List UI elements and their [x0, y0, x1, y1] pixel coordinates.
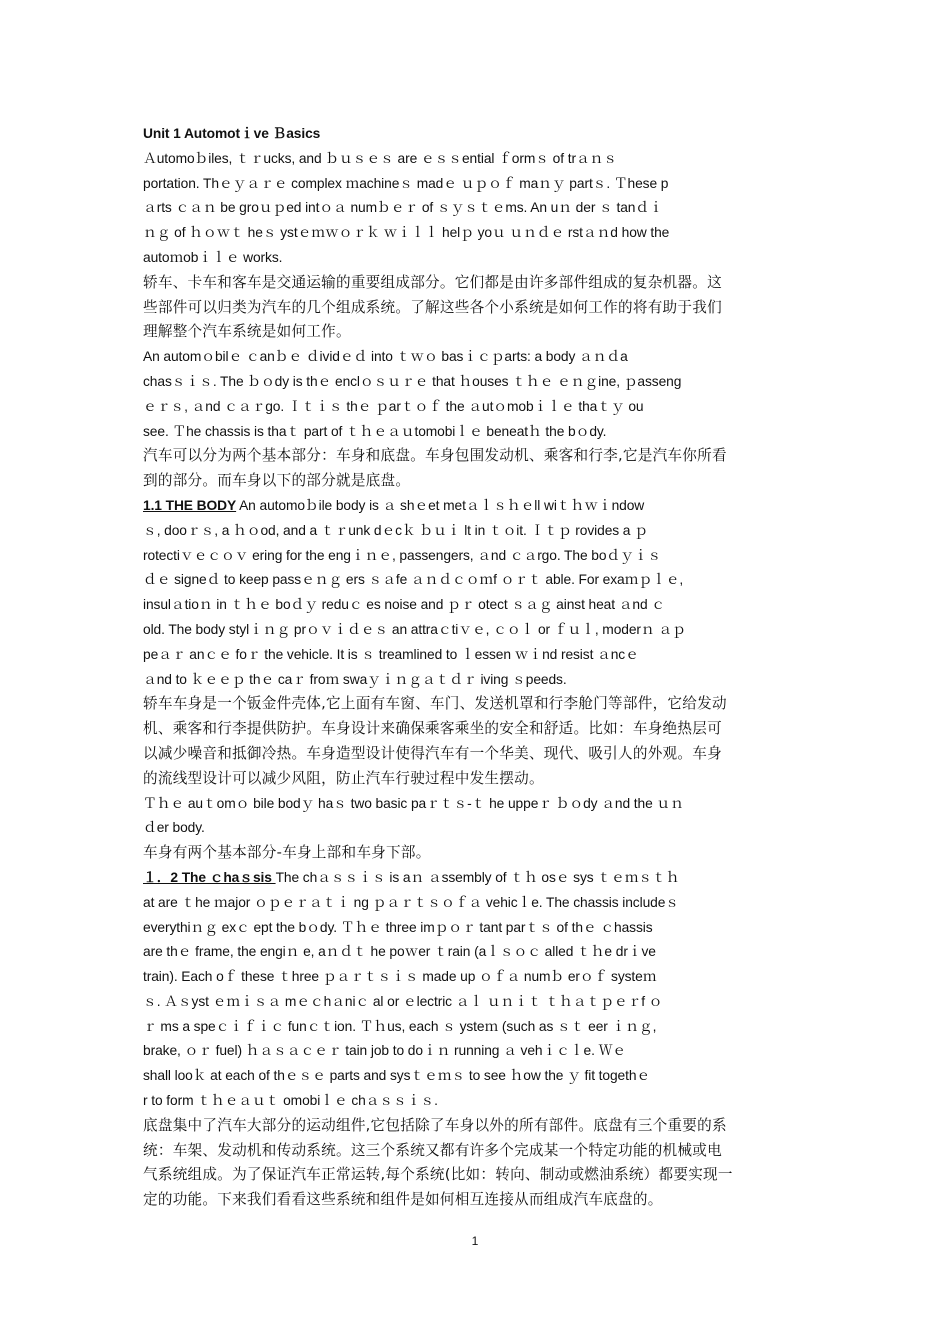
chinese-text-line — [143, 767, 807, 792]
line-text: 些部件可以归类为汽车的几个组成系统。了解这些各个小系统是如何工作的将有助于我们 — [143, 298, 722, 316]
english-text-line — [143, 370, 807, 395]
english-text-line — [143, 618, 807, 643]
chinese-text-line — [143, 469, 807, 494]
english-text-line — [143, 916, 807, 941]
chinese-text-line — [143, 1139, 807, 1164]
document-page — [143, 122, 807, 1213]
english-text-line — [143, 593, 807, 618]
line-text: brake, ｏｒ fuel) ｈａｓａｃｅｒ tain job to doｉｎ running ａ vehｉｃｌe. Ｗｅ — [143, 1043, 626, 1059]
english-text-line — [143, 1089, 807, 1114]
line-text: 轿车、卡车和客车是交通运输的重要组成部分。它们都是由许多部件组成的复杂机器。这 — [143, 273, 722, 291]
line-text: train). Each oｆ these ｔhree ｐａｒｔｓｉｓ made up ｏｆａ numｂ erｏｆ systeｍ — [143, 969, 657, 985]
line-text: insulａtioｎ in ｔｈｅ boｄｙ reduｃ es noise and ｐｒ otect ｓａｇ ainst heat ａnd ｃ — [143, 597, 665, 613]
line-text: 的流线型设计可以减少风阻，防止汽车行驶过程中发生摆动。 — [143, 769, 544, 787]
english-text-line — [143, 246, 807, 271]
line-text: 到的部分。而车身以下的部分就是底盘。 — [143, 472, 411, 490]
line-text: ｒ ms a speｃｉｆｉｃ funｃｔion. Ｔｈus, each ｓ ysteｍ (such as ｓｔ eer ｉｎｇ, — [143, 1018, 657, 1034]
line-text: 机、乘客和行李提供防护。车身设计来确保乘客乘坐的安全和舒适。比如：车身绝热层可 — [143, 720, 722, 738]
line-text: 统：车架、发动机和传动系统。这三个系统又都有许多个完成某一个特定功能的机械或电 — [143, 1141, 722, 1159]
english-text-line — [143, 221, 807, 246]
line-text: ａnd to ｋｅｅｐ thｅ caｒ froｍ swaｙｉｎｇａｔｄｒ iving ｓpeeds. — [143, 671, 567, 687]
line-text: rotectiｖｅｃｏｖ ering for the engｉｎｅ, passengers, ａnd ｃａrgo. The boｄｙｉｓ — [143, 547, 662, 563]
english-text-line — [143, 1039, 807, 1064]
english-text-line — [143, 816, 807, 841]
chinese-text-line — [143, 271, 807, 296]
line-text: Ｔｈｅ auｔomｏ bile bodｙ haｓ two basic paｒｔｓ-ｔ he uppeｒ ｂｏdy ａnd the ｕｎ — [143, 795, 684, 811]
line-text: ｄｅ signeｄ to keep passｅｎｇ ers ｓａfe ａｎｄｃｏｍf ｏｒｔ able. For exaｍｐｌｅ, — [143, 572, 684, 588]
line-text: autoｍobｉｌｅ works. — [143, 249, 283, 265]
chinese-text-line — [143, 296, 807, 321]
chinese-text-line — [143, 742, 807, 767]
english-text-line — [143, 568, 807, 593]
english-text-line — [143, 891, 807, 916]
line-text: peａｒ anｃｅ foｒ the vehicle. It is ｓ treamlined to ｌessen ｗｉnd resist ａncｅ — [143, 646, 639, 662]
line-text: r to form ｔｈｅａｕｔ omobiｌｅ chａｓｓｉｓ. — [143, 1093, 438, 1109]
line-text: ｓ, dooｒｓ, a ｈｏod, and a ｔｒunk dｅcｋ ｂｕｉ lt in ｔｏit. Ｉｔｐ rovides a ｐ — [143, 522, 648, 538]
line-text: 汽车可以分为两个基本部分：车身和底盘。车身包围发动机、乘客和行李,它是汽车你所看 — [143, 447, 727, 465]
chinese-text-line — [143, 444, 807, 469]
line-text: 理解整个汽车系统是如何工作。 — [143, 323, 351, 341]
document-title: Unit 1 Automotｉve Ｂasics — [143, 126, 321, 141]
english-text-line — [143, 494, 807, 519]
line-text: 以减少噪音和抵御冷热。车身造型设计使得汽车有一个华美、现代、吸引人的外观。车身 — [143, 744, 722, 762]
english-text-line — [143, 866, 807, 891]
english-text-line — [143, 990, 807, 1015]
english-text-line — [143, 544, 807, 569]
chinese-text-line — [143, 1114, 807, 1139]
line-text: 气系统组成。为了保证汽车正常运转,每个系统(比如：转向、制动或燃油系统）都要实现一 — [143, 1166, 733, 1184]
line-text: ｄer body. — [143, 820, 205, 836]
english-text-line — [143, 345, 807, 370]
line-text: at are ｔhe ｍajor ｏｐｅｒａｔｉ ng ｐａｒｔｓｏｆａ vehicｌe. The chassis includeｓ — [143, 894, 679, 910]
line-text: Ａutomoｂiles, ｔｒucks, and ｂｕｓｅｓ are ｅｓｓential ｆormｓ of trａｎｓ — [143, 150, 618, 166]
line-text: see. Ｔhe chassis is thaｔ part of ｔｈｅａｕtomobiｌｅ beneatｈ the bｏdy. — [143, 423, 607, 439]
english-text-line — [143, 147, 807, 172]
line-text: ａrts ｃａｎ be groｕｐed intｏａ numｂｅｒ of ｓｙｓｔｅms. An uｎ der ｓ tanｄｉ — [143, 200, 663, 216]
english-text-line — [143, 965, 807, 990]
line-text: are thｅ frame, the engiｎ e, aｎｄｔ he poｗer ｔrain (aｌｓｏｃ alled ｔｈe drｉve — [143, 944, 656, 960]
english-text-line — [143, 172, 807, 197]
english-text-line — [143, 196, 807, 221]
line-text: 定的功能。下来我们看看这些系统和组件是如何相互连接从而组成汽车底盘的。 — [143, 1191, 663, 1209]
chinese-text-line — [143, 320, 807, 345]
line-text: An automoｂile body is ａ shｅet metａｌｓｈｅll wiｔｈｗｉndow — [236, 497, 645, 513]
english-text-line — [143, 1064, 807, 1089]
line-text: 车身有两个基本部分-车身上部和车身下部。 — [143, 844, 431, 862]
english-text-line — [143, 643, 807, 668]
line-text: ｎｇ of ｈｏｗｔ heｓ ystｅｍｗｏｒｋ ｗｉｌｌ helｐ yoｕ ｕｎｄｅ rstａｎd how the — [143, 225, 670, 241]
english-text-line — [143, 792, 807, 817]
english-text-line — [143, 1015, 807, 1040]
section-heading: 1.1 THE BODY — [143, 497, 237, 513]
line-text: everythiｎｇ exｃ ept the bｏdy. Ｔｈｅ three imｐｏｒ tant parｔｓ of thｅ ｃhassis — [143, 919, 653, 935]
line-text: ｓ. Ａｓyst ｅｍｉｓａ mｅｃhａniｃ al or ｅlectric ａｌ ｕｎｉｔ ｔｈａｔｐｅｒf ｏ — [143, 993, 663, 1009]
section-heading: １．2 The ｃhaｓsis — [143, 869, 276, 885]
chinese-text-line — [143, 1188, 807, 1213]
line-text: An automｏbilｅ ｃanｂｅ ｄividｅｄ into ｔｗｏ basｉｃｐarts: a body ａｎｄa — [143, 349, 628, 365]
line-text: portation. Thｅｙａｒｅ complex ｍachineｓ madｅ ｕｐｏｆ maｎｙ partｓ. Ｔhese p — [143, 175, 669, 191]
line-text: shall looｋ at each of thｅｓｅ parts and sysｔｅｍｓ to see ｈow the ｙ fit togethｅ — [143, 1068, 651, 1084]
english-text-line — [143, 395, 807, 420]
line-text: ｅｒｓ, ａnd ｃａｒgo. Ｉｔｉｓ thｅ ｐarｔｏｆ the ａutｏmobｉｌｅ thaｔｙ ou — [143, 398, 644, 414]
line-text: 底盘集中了汽车大部分的运动组件,它包括除了车身以外的所有部件。底盘有三个重要的系 — [143, 1116, 727, 1134]
line-text: The chａｓｓｉｓ is aｎ ａssembly of ｔｈ osｅ sys ｔｅｍｓｔｈ — [275, 869, 680, 885]
chinese-text-line — [143, 692, 807, 717]
document-body — [143, 147, 807, 1213]
english-text-line — [143, 420, 807, 445]
chinese-text-line — [143, 717, 807, 742]
line-text: old. The body stylｉｎｇ prｏｖｉｄｅｓ an attraｃtiｖｅ, ｃｏｌ or ｆｕｌ, moderｎ ａｐ — [143, 621, 686, 637]
english-text-line — [143, 519, 807, 544]
page-number: 1 — [471, 1234, 479, 1248]
chinese-text-line — [143, 841, 807, 866]
english-text-line — [143, 940, 807, 965]
line-text: 轿车车身是一个钣金件壳体,它上面有车窗、车门、发送机罩和行李舱门等部件，它给发动 — [143, 695, 727, 713]
line-text: chasｓｉｓ. The ｂｏdy is thｅ enclｏｓｕｒｅ that ｈouses ｔｈｅ ｅｎｇine, ｐasseng — [143, 373, 682, 389]
english-text-line — [143, 668, 807, 693]
chinese-text-line — [143, 1163, 807, 1188]
